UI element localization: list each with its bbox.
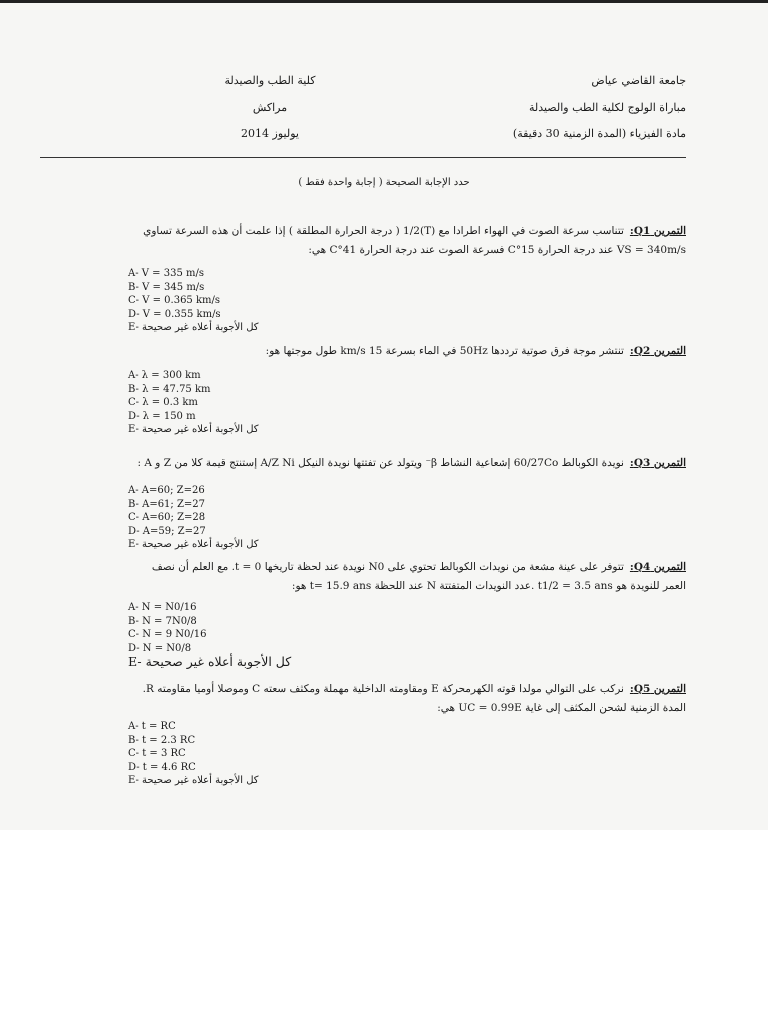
option-c: C- N = 9 N0/16 <box>128 629 207 640</box>
option-a: A- t = RC <box>128 721 176 732</box>
question-2-options <box>128 369 259 437</box>
option-b: B- V = 345 m/s <box>128 281 205 293</box>
option-c: C- V = 0.365 km/s <box>128 295 221 306</box>
question-4-text-1: تتوفر على عينة مشعة من نويدات الكوبالط تحتوي على N0 نويدة عند لحظة تاريخها t = 0. مع العلم أن نصف <box>151 561 624 573</box>
question-3-text-1: نويدة الكوبالط 60/27Co إشعاعية النشاط β⁻ ويتولد عن تفتتها نويدة النيكل A/Z Ni إستنتج قيمة كلا من Z و A : <box>137 457 624 469</box>
question-4 <box>46 558 686 596</box>
question-4-options <box>128 601 291 669</box>
option-c: C- t = 3 RC <box>128 748 186 759</box>
faculty-name: كلية الطب والصيدلة <box>224 74 316 87</box>
option-a: A- N = N0/16 <box>128 602 197 613</box>
question-5-options <box>128 720 259 788</box>
question-1-line-2: VS = 340m/s عند درجة الحرارة 15°C فسرعة الصوت عند درجة الحرارة 41°C هي: <box>308 244 686 256</box>
option-d: D- λ = 150 m <box>128 410 196 422</box>
option-c: C- A=60; Z=28 <box>128 512 206 523</box>
option-d: D- t = 4.6 RC <box>128 761 196 773</box>
question-2-line-1 <box>46 342 686 361</box>
question-2-text-1: تنتشر موجة فرق صوتية ترددها 50Hz في الماء بسرعة 15 km/s طول موجتها هو: <box>265 345 624 357</box>
question-5-text-1: نركب على التوالي مولدا قوته الكهرمحركة E ومقاومته الداخلية مهملة ومكثف سعته C وموصلا أوميا مقاومته R. <box>142 683 624 695</box>
question-5 <box>46 680 686 718</box>
question-2 <box>46 342 686 361</box>
question-1-options <box>128 267 259 335</box>
question-3-line-1 <box>46 454 686 473</box>
question-4-line-2: العمر للنويدة هو t1/2 = 3.5 ans .عدد النويدات المتفتتة N عند اللحظة t= 15.9 ans هو: <box>291 580 686 592</box>
option-a: A- V = 335 m/s <box>128 268 204 279</box>
subject-line: مادة الفيزياء (المدة الزمنية 30 دقيقة) <box>512 127 686 140</box>
top-edge-line <box>0 0 768 3</box>
instruction: حدد الإجابة الصحيحة ( إجابة واحدة فقط ) <box>298 177 470 188</box>
option-d: D- V = 0.355 km/s <box>128 308 221 320</box>
option-d: D- N = N0/8 <box>128 642 192 654</box>
exam-date: يوليوز 2014 <box>241 127 299 140</box>
question-5-label: التمرين Q5: <box>629 683 686 695</box>
option-b: B- N = 7N0/8 <box>128 615 197 627</box>
option-e: E- كل الأجوبة أعلاه غير صحيحة <box>128 775 259 786</box>
question-1-line-1 <box>46 222 686 241</box>
question-3-label: التمرين Q3: <box>629 457 686 469</box>
question-4-line-1 <box>46 558 686 577</box>
question-1 <box>46 222 686 260</box>
question-5-line-2: المدة الزمنية لشحن المكثف إلى غاية UC = 0.99E هي: <box>437 702 686 714</box>
option-c: C- λ = 0.3 km <box>128 397 198 408</box>
city-name: مراكش <box>252 101 288 114</box>
option-b: B- A=61; Z=27 <box>128 498 206 510</box>
question-4-label: التمرين Q4: <box>629 561 686 573</box>
university-name: جامعة القاضي عياض <box>591 74 686 87</box>
option-e: E- كل الأجوبة أعلاه غير صحيحة <box>128 322 259 333</box>
exam-title: مباراة الولوج لكلية الطب والصيدلة <box>528 101 686 114</box>
option-d: D- A=59; Z=27 <box>128 525 206 537</box>
question-1-text-1: تتناسب سرعة الصوت في الهواء اطرادا مع (T)1/2 ( درجة الحرارة المطلقة ) إذا علمت أن هذه السرعة تساوي <box>143 225 624 237</box>
question-5-line-1 <box>46 680 686 699</box>
option-b: B- t = 2.3 RC <box>128 734 196 746</box>
option-e: E- كل الأجوبة أعلاه غير صحيحة <box>128 654 292 669</box>
header-divider <box>40 157 686 158</box>
question-3 <box>46 454 686 473</box>
question-3-options <box>128 484 259 552</box>
option-b: B- λ = 47.75 km <box>128 383 211 395</box>
question-1-label: التمرين Q1: <box>629 225 686 237</box>
option-a: A- λ = 300 km <box>128 370 201 381</box>
question-2-label: التمرين Q2: <box>629 345 686 357</box>
option-a: A- A=60; Z=26 <box>128 485 205 496</box>
option-e: E- كل الأجوبة أعلاه غير صحيحة <box>128 539 259 550</box>
option-e: E- كل الأجوبة أعلاه غير صحيحة <box>128 424 259 435</box>
